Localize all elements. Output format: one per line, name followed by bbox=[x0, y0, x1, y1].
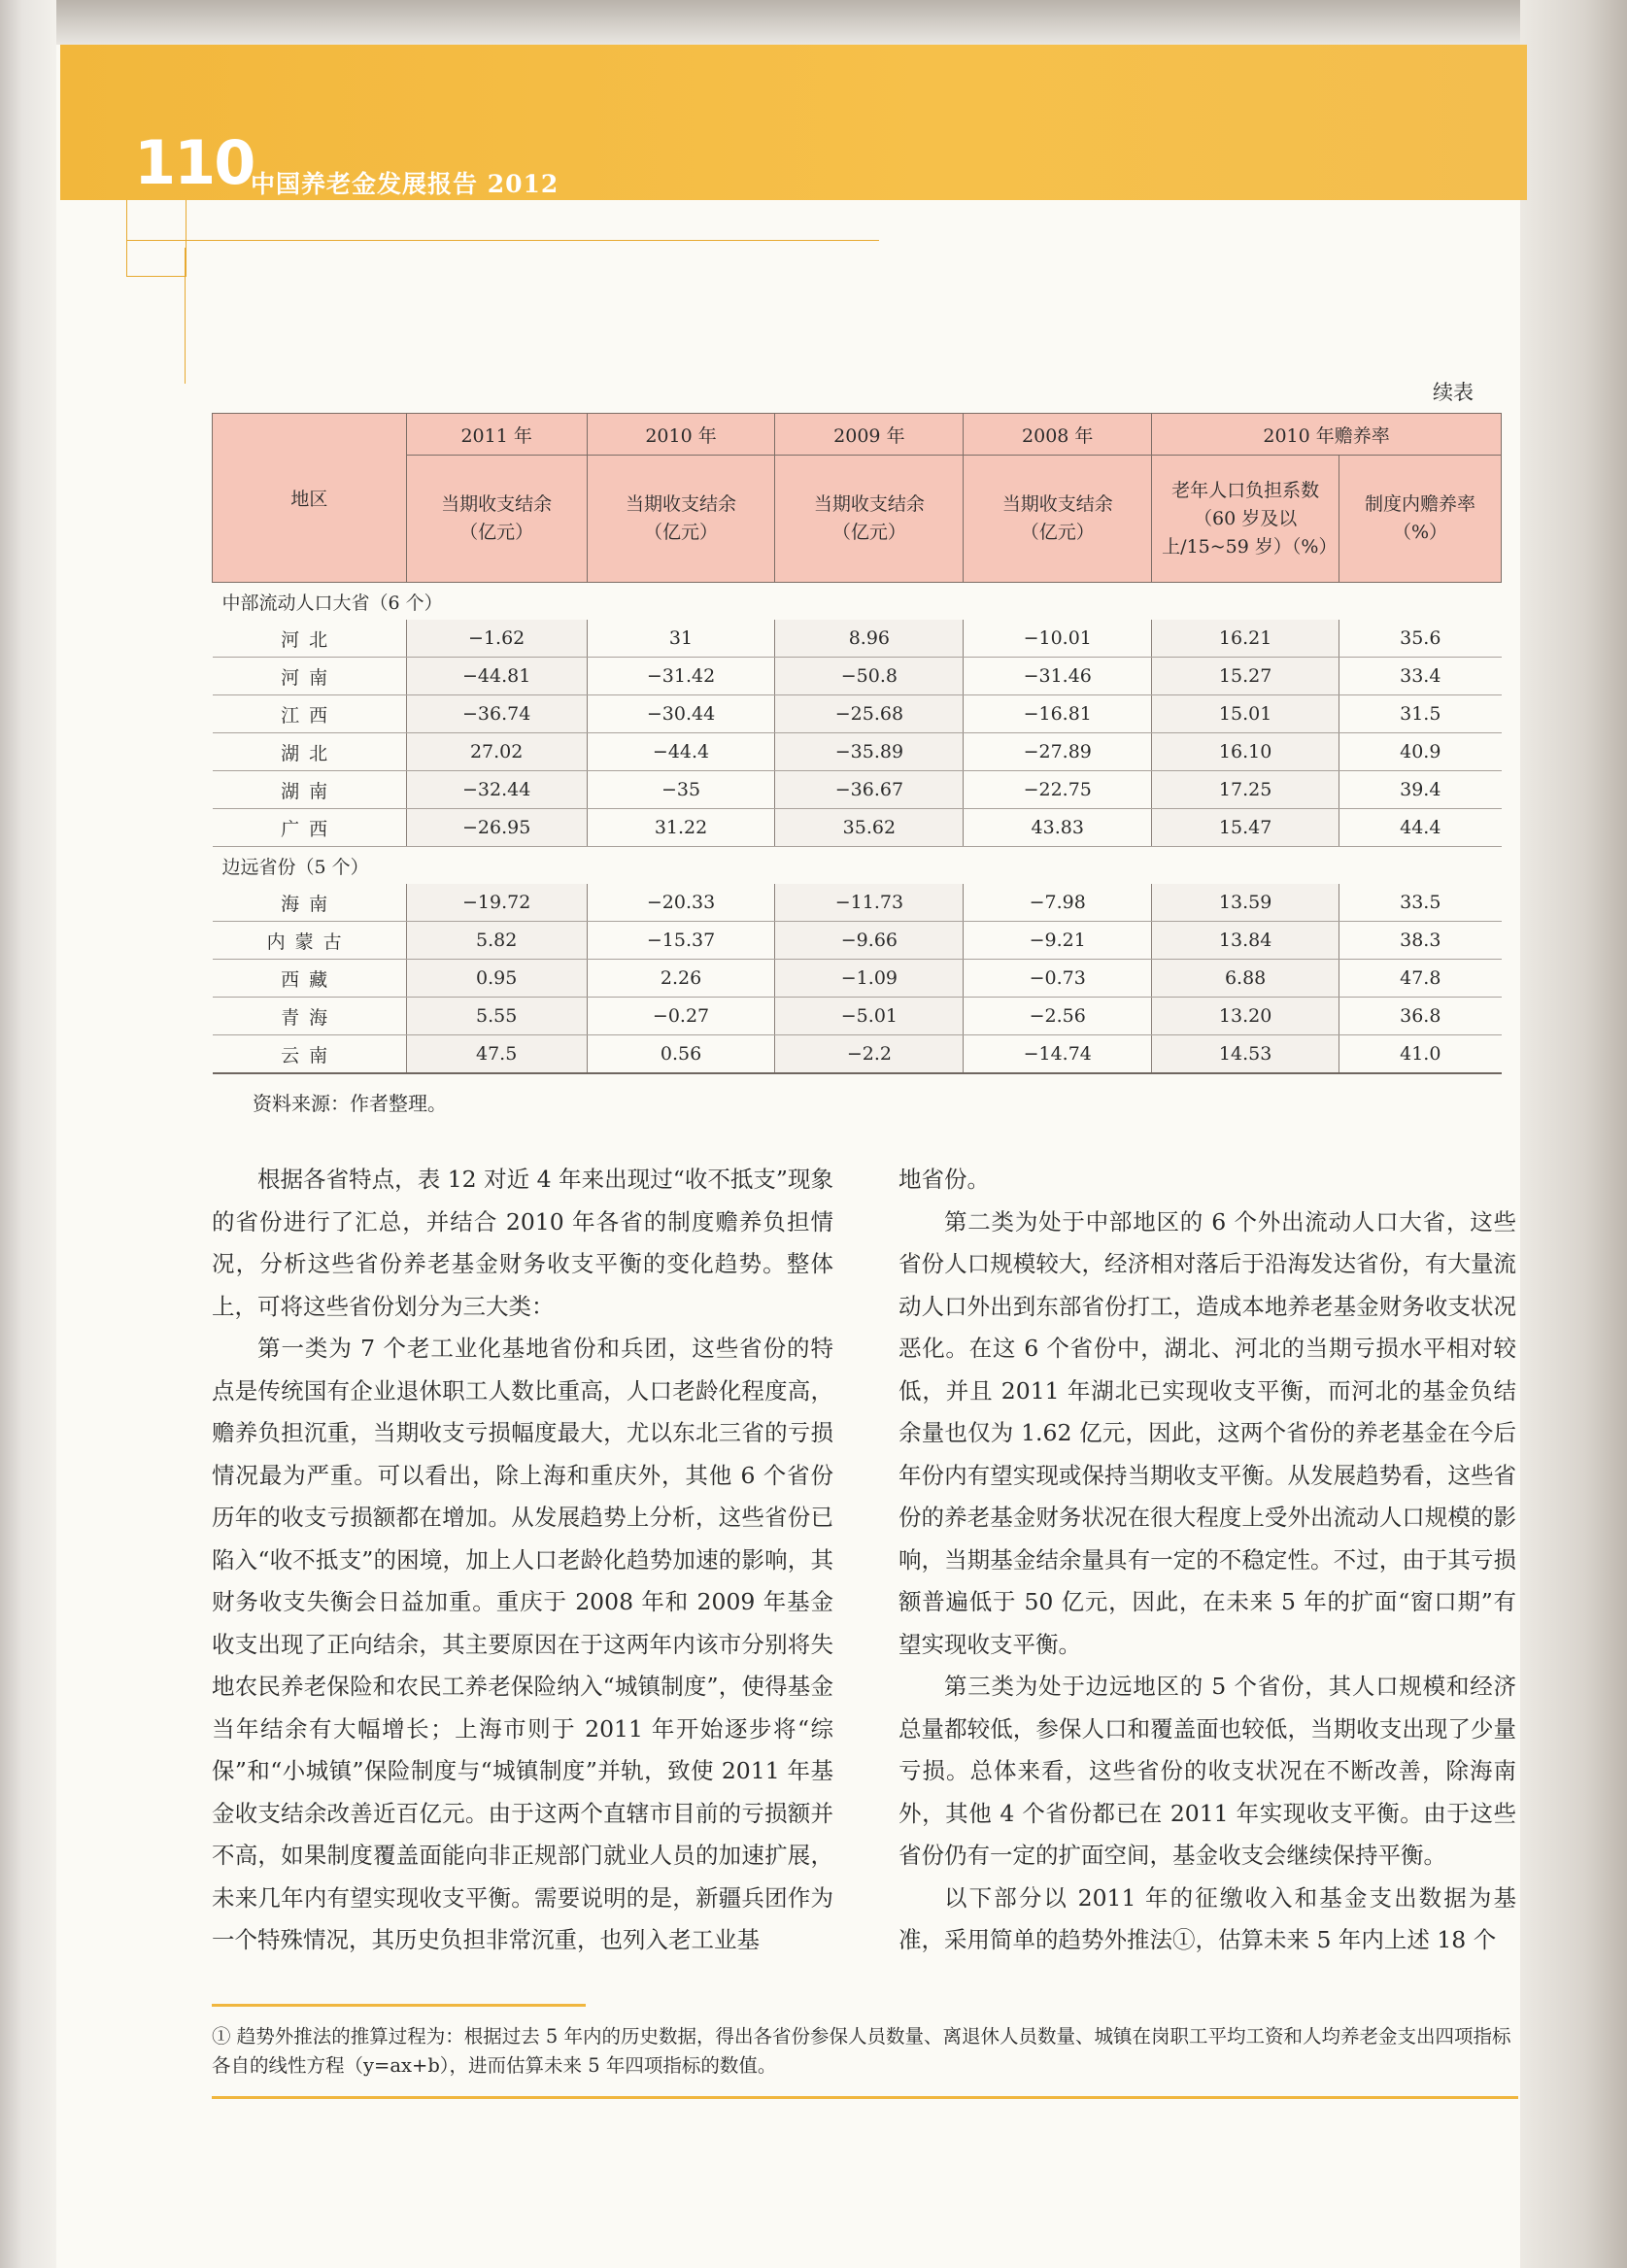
cell-2010: −20.33 bbox=[587, 884, 775, 922]
header-year-2008: 2008 年 bbox=[964, 414, 1152, 456]
table-body bbox=[213, 583, 1502, 1074]
cell-region: 西藏 bbox=[213, 960, 407, 998]
cell-system-ratio: 35.6 bbox=[1339, 620, 1502, 658]
footnote: ① 趋势外推法的推算过程为：根据过去 5 年内的历史数据，得出各省份参保人员数量、离退休人员数量、城镇在岗职工平均工资和人均养老金支出四项指标各自的线性方程（y=ax+b），进而估算未来 5 年四项指标的数值。 bbox=[212, 2025, 1511, 2077]
header-year-2011: 2011 年 bbox=[406, 414, 587, 456]
cell-old-age-ratio: 15.47 bbox=[1152, 809, 1339, 847]
table-row bbox=[213, 922, 1502, 960]
cell-old-age-ratio: 16.10 bbox=[1152, 733, 1339, 771]
scan-border-top bbox=[0, 0, 1627, 45]
cell-region: 江西 bbox=[213, 695, 407, 733]
cell-2011: −19.72 bbox=[406, 884, 587, 922]
cell-2008: −16.81 bbox=[964, 695, 1152, 733]
cell-old-age-ratio: 13.84 bbox=[1152, 922, 1339, 960]
cell-system-ratio: 41.0 bbox=[1339, 1035, 1502, 1074]
table-group-row bbox=[213, 583, 1502, 621]
cell-2008: −14.74 bbox=[964, 1035, 1152, 1074]
cell-system-ratio: 47.8 bbox=[1339, 960, 1502, 998]
cell-2008: −9.21 bbox=[964, 922, 1152, 960]
cell-2009: −36.67 bbox=[775, 771, 964, 809]
scan-border-left bbox=[0, 0, 56, 2268]
table-continued-label: 续表 bbox=[1433, 381, 1474, 404]
page-number: 110 bbox=[134, 127, 254, 198]
table-row bbox=[213, 960, 1502, 998]
table-row bbox=[213, 809, 1502, 847]
cell-2010: −15.37 bbox=[587, 922, 775, 960]
scan-border-right bbox=[1520, 0, 1627, 2268]
cell-region: 河北 bbox=[213, 620, 407, 658]
cell-region: 云南 bbox=[213, 1035, 407, 1074]
cell-2011: −36.74 bbox=[406, 695, 587, 733]
table-header-row-measures bbox=[213, 456, 1502, 583]
cell-2010: −0.27 bbox=[587, 998, 775, 1035]
table-row bbox=[213, 733, 1502, 771]
cell-2011: 0.95 bbox=[406, 960, 587, 998]
cell-2010: −30.44 bbox=[587, 695, 775, 733]
cell-region: 广西 bbox=[213, 809, 407, 847]
header-balance: 当期收支结余（亿元） bbox=[775, 456, 964, 583]
paragraph: 第二类为处于中部地区的 6 个外出流动人口大省，这些省份人口规模较大，经济相对落后于沿海发达省份，有大量流动人口外出到东部省份打工，造成本地养老基金财务收支状况恶化。在这 6 个省份中，湖北、河北的当期亏损水平相对较低，并且 2011 年湖北已实现收支平衡，而河北的基金负结余量也仅为 1.62 亿元，因此，这两个省份的养老基金在今后年份内有望实现或保持当期收支平衡。从发展趋势看，这些省份的养老基金财务状况在很大程度上受外出流动人口规模的影响，当期基金结余量具有一定的不稳定性。不过，由于其亏损额普遍低于 50 亿元，因此，在未来 5 年的扩面“窗口期”有望实现收支平衡。 bbox=[898, 1207, 1516, 1658]
cell-2008: −0.73 bbox=[964, 960, 1152, 998]
cell-2009: 8.96 bbox=[775, 620, 964, 658]
cell-2010: −35 bbox=[587, 771, 775, 809]
cell-region: 海南 bbox=[213, 884, 407, 922]
cell-2011: −44.81 bbox=[406, 658, 587, 695]
cell-region: 河南 bbox=[213, 658, 407, 695]
cell-system-ratio: 33.4 bbox=[1339, 658, 1502, 695]
cell-2008: −10.01 bbox=[964, 620, 1152, 658]
cell-2011: 5.82 bbox=[406, 922, 587, 960]
body-column-right bbox=[898, 1159, 1516, 1962]
cell-old-age-ratio: 13.20 bbox=[1152, 998, 1339, 1035]
header-balance: 当期收支结余（亿元） bbox=[587, 456, 775, 583]
cell-2010: 31 bbox=[587, 620, 775, 658]
cell-old-age-ratio: 15.01 bbox=[1152, 695, 1339, 733]
cell-2011: 5.55 bbox=[406, 998, 587, 1035]
table-row bbox=[213, 998, 1502, 1035]
cell-old-age-ratio: 13.59 bbox=[1152, 884, 1339, 922]
cell-2009: 35.62 bbox=[775, 809, 964, 847]
table-source: 资料来源：作者整理。 bbox=[253, 1092, 447, 1115]
cell-system-ratio: 38.3 bbox=[1339, 922, 1502, 960]
paragraph: 地省份。 bbox=[898, 1166, 990, 1193]
cell-2010: −44.4 bbox=[587, 733, 775, 771]
book-title: 中国养老金发展报告 2012 bbox=[251, 170, 559, 198]
body-column-left bbox=[212, 1159, 833, 1962]
paragraph: 以下部分以 2011 年的征缴收入和基金支出数据为基准，采用简单的趋势外推法①，估算未来 5 年内上述 18 个 bbox=[898, 1883, 1516, 1953]
header-balance: 当期收支结余（亿元） bbox=[964, 456, 1152, 583]
table-header-row-years bbox=[213, 414, 1502, 456]
header-dependency-group: 2010 年赡养率 bbox=[1152, 414, 1502, 456]
cell-system-ratio: 44.4 bbox=[1339, 809, 1502, 847]
header-year-2010: 2010 年 bbox=[587, 414, 775, 456]
cell-system-ratio: 33.5 bbox=[1339, 884, 1502, 922]
cell-2009: −5.01 bbox=[775, 998, 964, 1035]
header-frame bbox=[126, 200, 186, 277]
cell-old-age-ratio: 16.21 bbox=[1152, 620, 1339, 658]
cell-2008: −22.75 bbox=[964, 771, 1152, 809]
data-table bbox=[212, 413, 1502, 1074]
table-row bbox=[213, 771, 1502, 809]
cell-2008: −27.89 bbox=[964, 733, 1152, 771]
cell-2010: −31.42 bbox=[587, 658, 775, 695]
cell-2010: 31.22 bbox=[587, 809, 775, 847]
cell-2009: −25.68 bbox=[775, 695, 964, 733]
bottom-rule bbox=[212, 2096, 1518, 2099]
cell-old-age-ratio: 14.53 bbox=[1152, 1035, 1339, 1074]
header-rule bbox=[126, 240, 879, 241]
header-vertical-rule bbox=[185, 248, 186, 384]
cell-old-age-ratio: 17.25 bbox=[1152, 771, 1339, 809]
cell-2011: −32.44 bbox=[406, 771, 587, 809]
table-row bbox=[213, 1035, 1502, 1074]
cell-2011: −26.95 bbox=[406, 809, 587, 847]
cell-2008: −2.56 bbox=[964, 998, 1152, 1035]
cell-2008: −7.98 bbox=[964, 884, 1152, 922]
table-row bbox=[213, 620, 1502, 658]
cell-system-ratio: 39.4 bbox=[1339, 771, 1502, 809]
cell-2008: 43.83 bbox=[964, 809, 1152, 847]
cell-2011: 27.02 bbox=[406, 733, 587, 771]
cell-2009: −11.73 bbox=[775, 884, 964, 922]
cell-2009: −35.89 bbox=[775, 733, 964, 771]
group-title: 边远省份（5 个） bbox=[213, 847, 1502, 885]
paragraph: 第三类为处于边远地区的 5 个省份，其人口规模和经济总量都较低，参保人口和覆盖面也较低，当期收支出现了少量亏损。总体来看，这些省份的收支状况在不断改善，除海南外，其他 4 个省份都已在 2011 年实现收支平衡。由于这些省份仍有一定的扩面空间，基金收支会继续保持平衡。 bbox=[898, 1673, 1516, 1869]
header-balance: 当期收支结余（亿元） bbox=[406, 456, 587, 583]
cell-2010: 2.26 bbox=[587, 960, 775, 998]
cell-2009: −1.09 bbox=[775, 960, 964, 998]
table-row bbox=[213, 658, 1502, 695]
cell-2009: −50.8 bbox=[775, 658, 964, 695]
paragraph: 第一类为 7 个老工业化基地省份和兵团，这些省份的特点是传统国有企业退休职工人数比重高，人口老龄化程度高，赡养负担沉重，当期收支亏损幅度最大，尤以东北三省的亏损情况最为严重。可以看出，除上海和重庆外，其他 6 个省份历年的收支亏损额都在增加。从发展趋势上分析，这些省份已陷入“收不抵支”的困境，加上人口老龄化趋势加速的影响，其财务收支失衡会日益加重。重庆于 2008 年和 2009 年基金收支出现了正向结余，其主要原因在于这两年内该市分别将失地农民养老保险和农民工养老保险纳入“城镇制度”，使得基金当年结余有大幅增长；上海市则于 2011 年开始逐步将“综保”和“小城镇”保险制度与“城镇制度”并轨，致使 2011 年基金收支结余改善近百亿元。由于这两个直辖市目前的亏损额并不高，如果制度覆盖面能向非正规部门就业人员的加速扩展，未来几年内有望实现收支平衡。需要说明的是，新疆兵团作为一个特殊情况，其历史负担非常沉重，也列入老工业基 bbox=[212, 1335, 833, 1953]
cell-old-age-ratio: 15.27 bbox=[1152, 658, 1339, 695]
header-old-age-ratio: 老年人口负担系数（60 岁及以上/15~59 岁）（%） bbox=[1152, 456, 1339, 583]
cell-old-age-ratio: 6.88 bbox=[1152, 960, 1339, 998]
header-year-2009: 2009 年 bbox=[775, 414, 964, 456]
cell-region: 青海 bbox=[213, 998, 407, 1035]
cell-2008: −31.46 bbox=[964, 658, 1152, 695]
cell-system-ratio: 31.5 bbox=[1339, 695, 1502, 733]
cell-2011: −1.62 bbox=[406, 620, 587, 658]
footnote-rule bbox=[212, 2004, 586, 2007]
cell-system-ratio: 40.9 bbox=[1339, 733, 1502, 771]
cell-2009: −2.2 bbox=[775, 1035, 964, 1074]
cell-region: 湖北 bbox=[213, 733, 407, 771]
cell-region: 湖南 bbox=[213, 771, 407, 809]
table-row bbox=[213, 695, 1502, 733]
cell-region: 内蒙古 bbox=[213, 922, 407, 960]
group-title: 中部流动人口大省（6 个） bbox=[213, 583, 1502, 621]
paragraph: 根据各省特点，表 12 对近 4 年来出现过“收不抵支”现象的省份进行了汇总，并结合 2010 年各省的制度赡养负担情况，分析这些省份养老基金财务收支平衡的变化趋势。整体上，可将这些省份划分为三大类： bbox=[212, 1166, 833, 1320]
table-row bbox=[213, 884, 1502, 922]
table-group-row bbox=[213, 847, 1502, 885]
cell-system-ratio: 36.8 bbox=[1339, 998, 1502, 1035]
header-system-ratio: 制度内赡养率（%） bbox=[1339, 456, 1502, 583]
header-region: 地区 bbox=[213, 414, 407, 583]
cell-2010: 0.56 bbox=[587, 1035, 775, 1074]
cell-2011: 47.5 bbox=[406, 1035, 587, 1074]
cell-2009: −9.66 bbox=[775, 922, 964, 960]
